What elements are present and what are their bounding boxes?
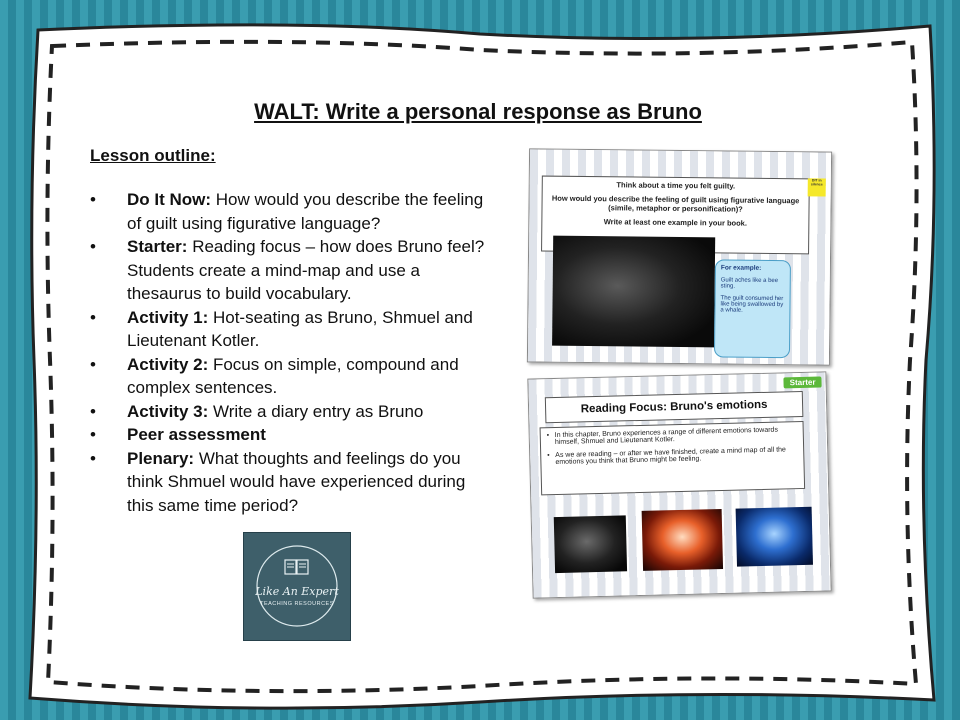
list-item: • Activity 3: Write a diary entry as Bruno bbox=[90, 401, 424, 421]
list-item: • Activity 1: Hot-seating as Bruno, Shmuel and Lieutenant Kotler. bbox=[90, 307, 473, 350]
emotion-photo-sad bbox=[554, 515, 627, 573]
list-item: • Activity 2: Focus on simple, compound and complex sentences. bbox=[90, 354, 459, 397]
logo-title: Like An Expert bbox=[255, 585, 339, 598]
guilt-face-photo bbox=[552, 236, 715, 348]
question-box: Think about a time you felt guilty. How would you describe the feeling of guilt using figurative language (simile, metaphor or personification)? Write at least one example in your book. bbox=[541, 176, 810, 255]
sticky-note: DIT in silence bbox=[808, 178, 826, 196]
starter-tag: Starter bbox=[784, 377, 822, 389]
slide-thumbnail-do-it-now bbox=[527, 148, 832, 365]
page-title: WALT: Write a personal response as Bruno bbox=[254, 99, 702, 124]
emotion-photo-blue bbox=[736, 507, 813, 567]
logo-subtitle: TEACHING RESOURCES bbox=[260, 601, 334, 607]
list-item: • Peer assessment bbox=[90, 425, 266, 444]
emotion-photo-scream bbox=[642, 509, 723, 571]
lesson-outline-heading: Lesson outline: bbox=[90, 146, 216, 165]
like-an-expert-logo bbox=[243, 532, 351, 641]
list-item: • Do It Now: How would you describe the feeling of guilt using figurative language? bbox=[90, 190, 484, 233]
slide-thumbnail-starter bbox=[527, 371, 831, 598]
slide-points-box: • In this chapter, Bruno experiences a range of different emotions towards himself, Shmuel and Lieutenant Kotler. • As we are reading – or after we have finished, create a mind map of all the emotions you think that Bruno might be feeling. bbox=[540, 421, 806, 495]
slide-heading-box: Reading Focus: Bruno's emotions bbox=[545, 391, 804, 423]
list-item: • Plenary: What thoughts and feelings do you think Shmuel would have experienced during this same time period? bbox=[90, 448, 466, 515]
lesson-outline-list bbox=[90, 188, 490, 517]
example-bubble: For example: Guilt aches like a bee sting. The guilt consumed her like being swallowed by a whale. bbox=[714, 259, 791, 358]
list-item: • Starter: Reading focus – how does Bruno feel? Students create a mind-map and use a thesaurus to build vocabulary. bbox=[90, 237, 485, 303]
